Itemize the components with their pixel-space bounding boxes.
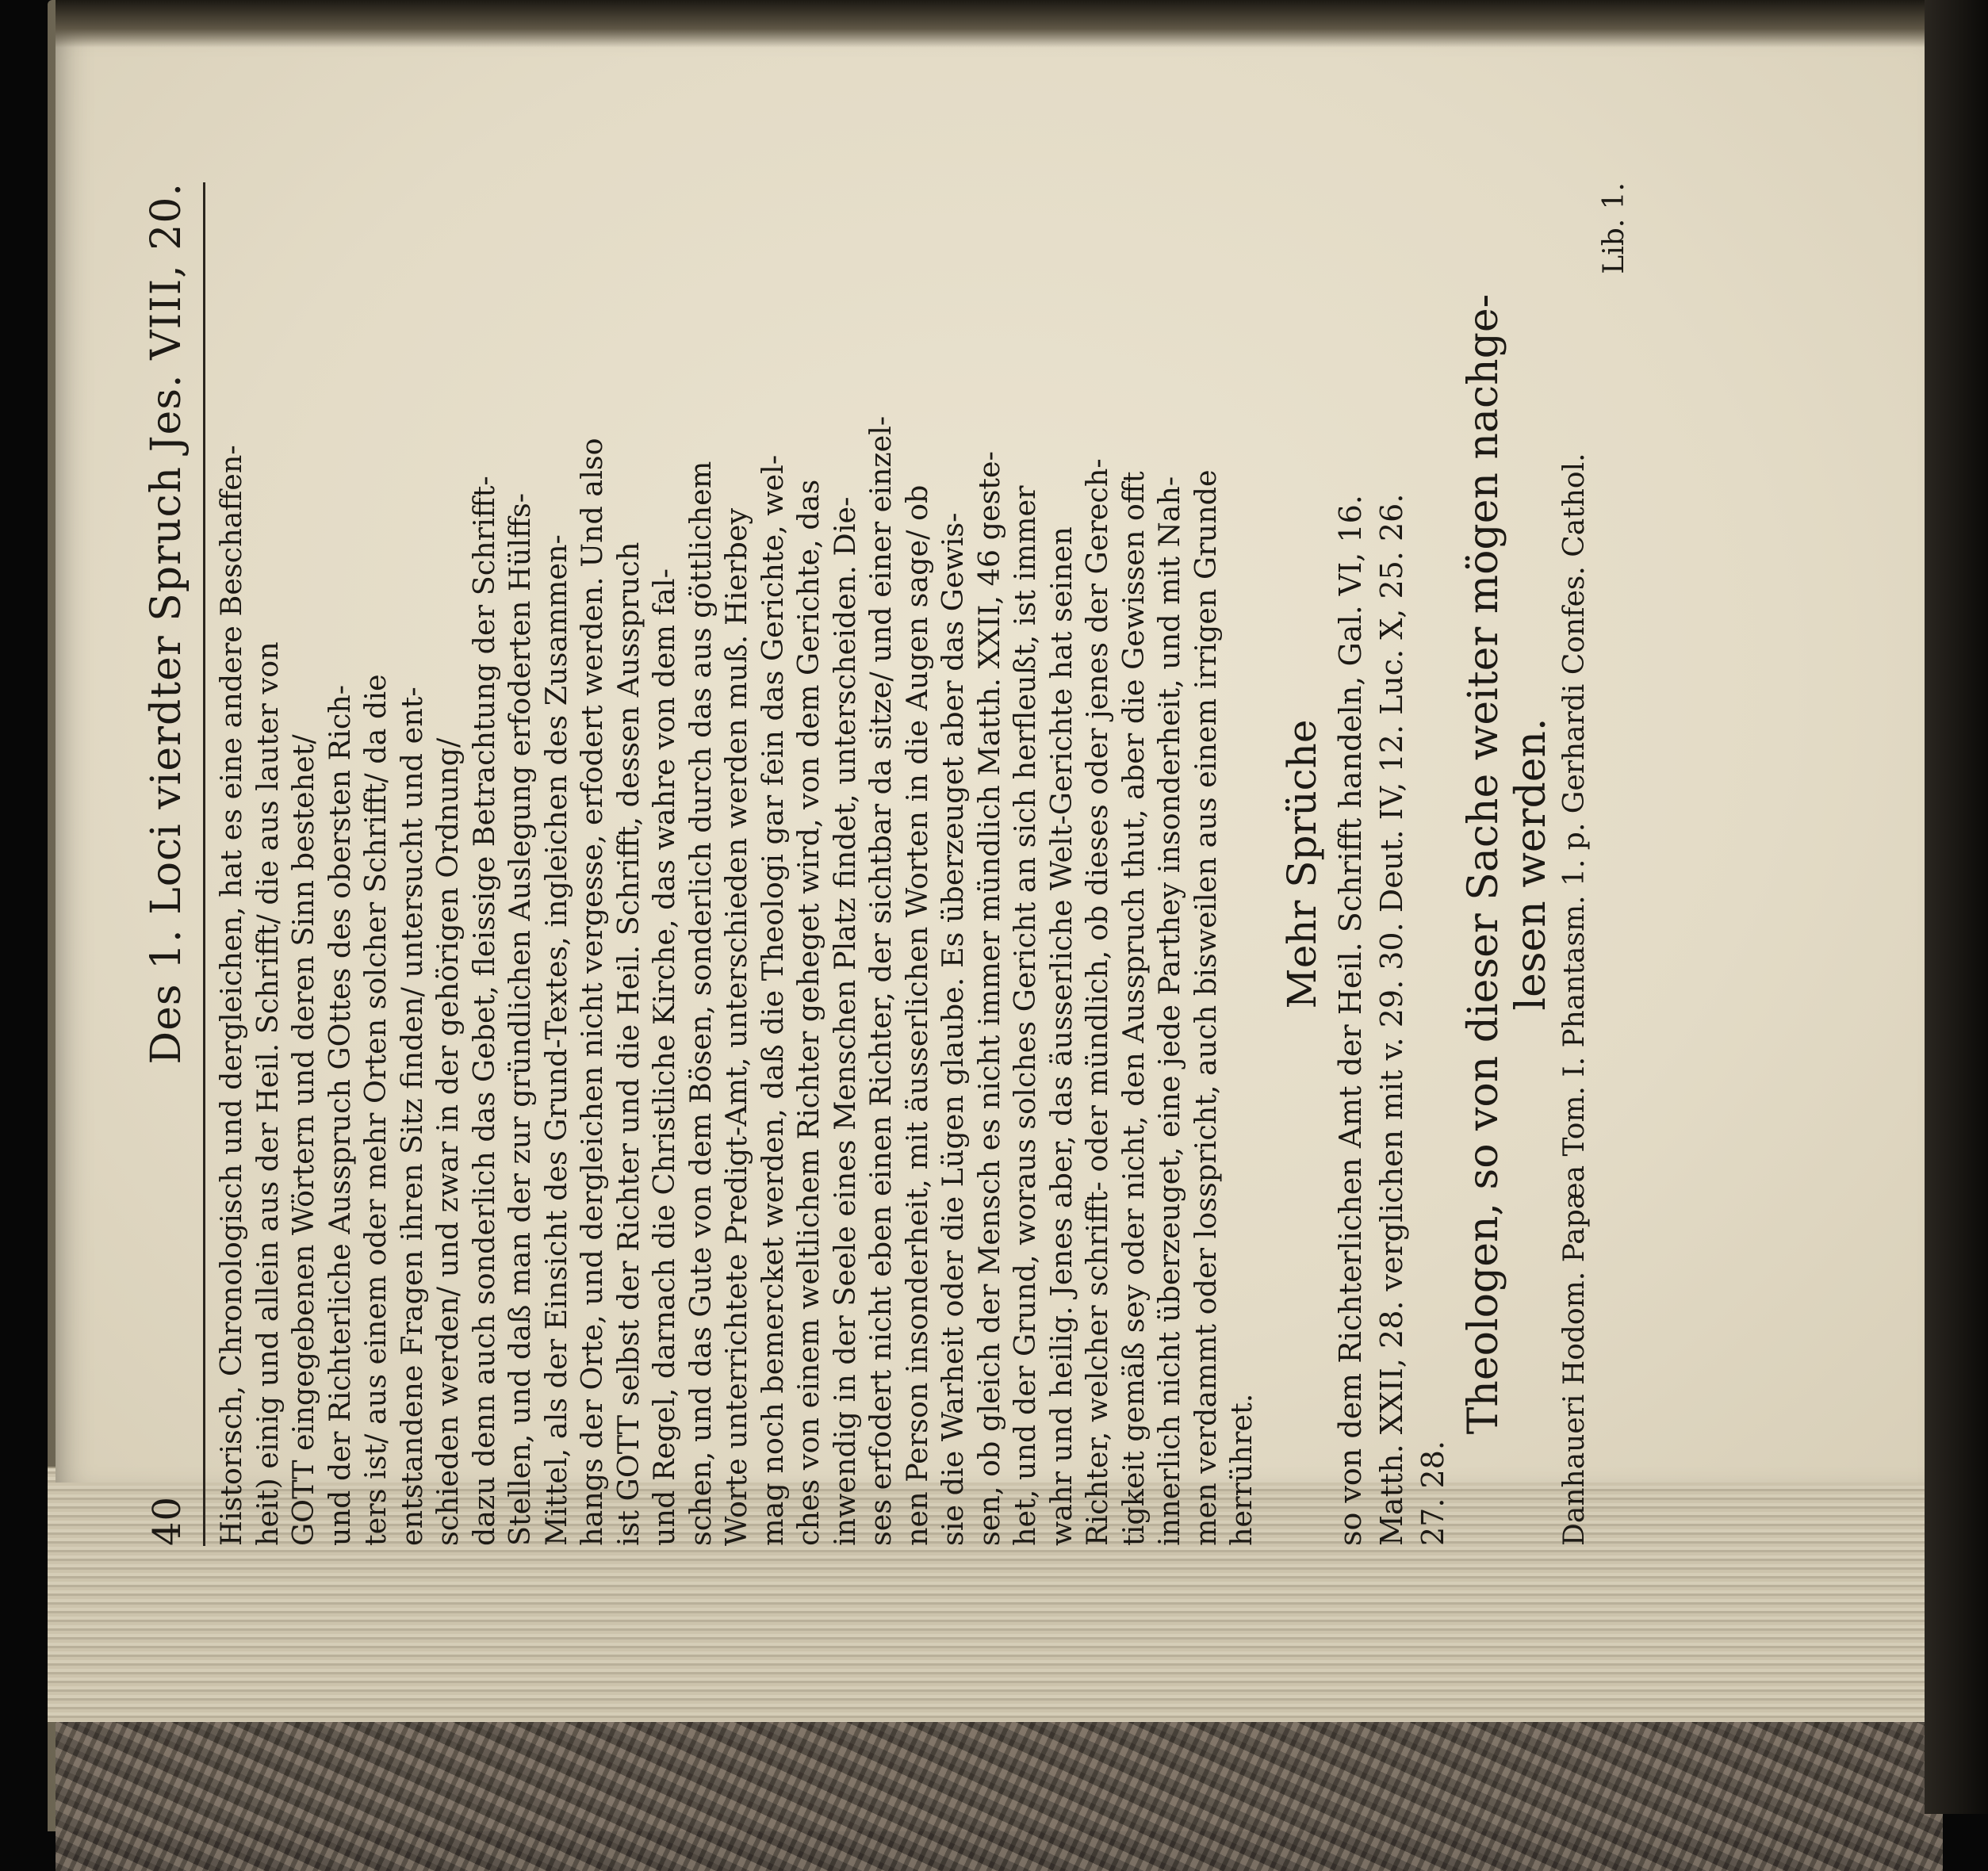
running-head [143, 182, 198, 1546]
text-line: dazu denn auch sonderlich das Gebet, fleissige Betrachtung der Schrifft- [466, 476, 501, 1546]
running-title: Des 1. Loci vierdter Spruch Jes. VIII, 20. [143, 182, 190, 1065]
text-line: und Regel, darnach die Christliche Kirche, das wahre von dem fal- [647, 568, 681, 1546]
references [1555, 182, 1634, 1546]
text-line: und der Richterliche Ausspruch GOttes des obersten Rich- [322, 684, 357, 1546]
section-line: Matth. XXII, 28. verglichen mit v. 29. 30. Deut. IV, 12. Luc. X, 25. 26. [1373, 493, 1409, 1546]
text-line: men verdammt oder losspricht, auch bisweilen aus einem irrigen Grunde [1188, 469, 1223, 1546]
text-line: Worte unterrichtete Predigt-Amt, unterschieden werden muß. Hierbey [719, 507, 753, 1546]
text-line: schen, und das Gute von dem Bösen, sonderlich durch das aus göttlichem [683, 461, 718, 1546]
text-line: sie die Warheit oder die Lügen glaube. Es überzeuget aber das Gewis- [936, 512, 970, 1546]
head-rule [203, 182, 205, 1546]
body-text [213, 182, 1260, 1546]
binding-shadow [1925, 0, 1988, 1814]
section-line: so von dem Richterlichen Amt der Heil. Schrifft handeln, Gal. VI, 16. [1332, 495, 1368, 1546]
text-line: mag noch bemercket werden, daß die Theologi gar fein das Gerichte, wel- [755, 454, 790, 1546]
text-line: schieden werden/ und zwar in der gehörigen Ordnung/ [431, 737, 465, 1546]
text-line: Historisch, Chronologisch und dergleichen, hat es eine andere Beschaffen- [214, 445, 248, 1546]
text-line: hangs der Orte, und dergleichen nicht vergesse, erfodert werden. Und also [575, 438, 609, 1546]
text-line: ters ist/ aus einem oder mehr Orten solcher Schrifft/ da die [358, 674, 393, 1546]
text-line: Mittel, als der Einsicht des Grund-Textes, ingleichen des Zusammen- [538, 534, 573, 1546]
text-line: sen, ob gleich der Mensch es nicht immer mündlich Matth. XXII, 46 geste- [971, 451, 1006, 1546]
marbled-edge [56, 1712, 1943, 1871]
section-heading: Mehr Sprüche [1278, 719, 1325, 1009]
text-line: entstandene Fragen ihren Sitz finden/ untersucht und ent- [394, 687, 429, 1546]
page-number: 40 [145, 1495, 190, 1546]
section-text [1330, 182, 1454, 1546]
reference-line: Danhaueri Hodom. Papæa Tom. I. Phantasm. 1. p. Gerhardi Confes. Cathol. [1557, 453, 1591, 1546]
page-gutter [56, 0, 1943, 48]
rotated-text-block [143, 182, 1713, 1546]
text-line: inwendig in der Seele eines Menschen Platz findet, unterscheiden. Die- [827, 496, 862, 1546]
text-line: heit) einig und allein aus der Heil. Schrifft/ die aus lauter von [250, 641, 285, 1546]
theologen-line: Theologen, so von dieser Sache weiter mögen nachge- [1459, 293, 1507, 1435]
text-line: ches von einem weltlichem Richter geheget wird, von dem Gerichte, das [791, 479, 825, 1546]
theologen-line: lesen werden. [1507, 717, 1555, 1011]
reference-line: Lib. 1. [1597, 182, 1630, 274]
text-line: wahr und heilig. Jenes aber, das äusserliche Welt-Gerichte hat seinen [1044, 526, 1078, 1546]
theologen-heading [1460, 182, 1555, 1546]
text-line: Stellen, und daß man der zur gründlichen Auslegung erfoderten Hülffs- [503, 492, 537, 1546]
text-line: tigkeit gemäß sey oder nicht, den Ausspruch thut, aber die Gewissen offt [1116, 471, 1151, 1546]
text-line: het, und der Grund, woraus solches Gericht an sich herfleußt, ist immer [1008, 485, 1042, 1546]
text-line: ses erfodert nicht eben einen Richter, der sichtbar da sitze/ und einer einzel- [864, 415, 898, 1546]
text-line: herrühret. [1224, 1393, 1258, 1546]
text-line: ist GOTT selbst der Richter und die Heil. Schrifft, dessen Ausspruch [611, 541, 645, 1546]
text-line: innerlich nicht überzeuget, eine jede Parthey insonderheit, und mit Nah- [1152, 476, 1186, 1546]
text-line: nen Person insonderheit, mit äusserlichen Worten in die Augen sage/ ob [899, 484, 934, 1546]
text-line: Richter, welcher schrifft- oder mündlich, ob dieses oder jenes der Gerech- [1080, 458, 1114, 1546]
section-line: 27. 28. [1415, 1441, 1450, 1546]
text-line: GOTT eingegebenen Wörtern und deren Sinn bestehet/ [286, 734, 320, 1546]
